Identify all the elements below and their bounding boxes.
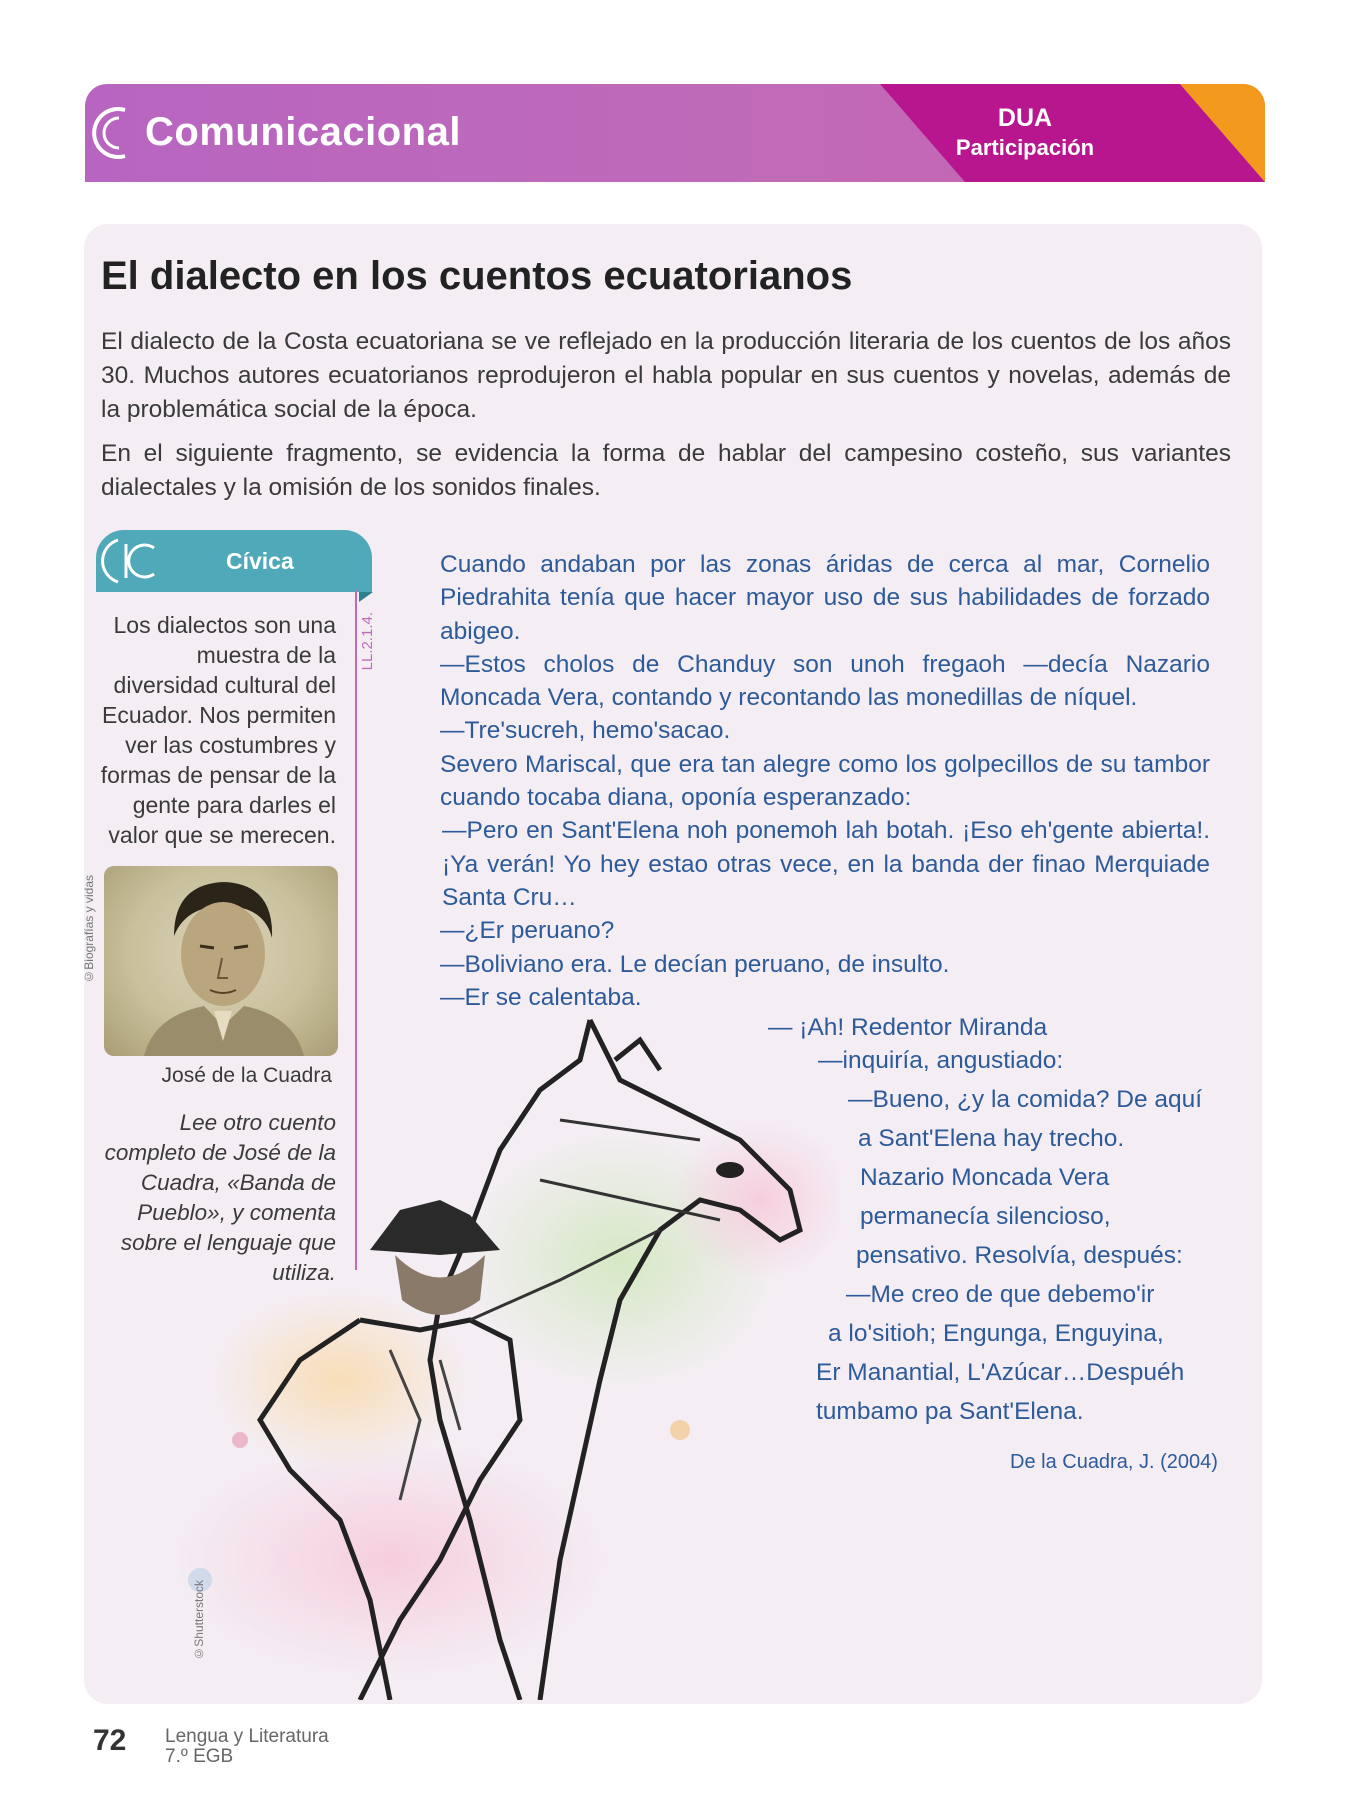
section-title: Comunicacional: [145, 110, 461, 154]
story-right-line: —inquiría, angustiado:: [818, 1047, 1064, 1074]
story-line: —¿Er peruano?: [440, 917, 615, 945]
page-number: 72: [93, 1724, 127, 1757]
illustration-credit: ©Shutterstock: [192, 1580, 206, 1661]
photo-caption: José de la Cuadra: [161, 1064, 332, 1087]
sidebar-activity: Lee otro cuento completo de José de la Cuadra, «Banda de Pueblo», y comenta sobre el lenguaje que utiliza.: [104, 1110, 336, 1285]
tab-fold: [359, 592, 373, 602]
civica-logo-icon: [96, 534, 156, 588]
story-right-line: permanecía silencioso,: [860, 1203, 1111, 1230]
sidebar-text: Los dialectos son una muestra de la diversidad cultural del Ecuador. Nos permiten ver las costumbres y formas de pensar de la gente para darles el valor que se merecen.: [100, 612, 336, 848]
story-right-line: Nazario Moncada Vera: [860, 1164, 1110, 1191]
horse-rider-illustration: [140, 1000, 840, 1700]
civica-tab: [96, 530, 372, 592]
intro-paragraph-1: El dialecto de la Costa ecuatoriana se ve reflejado en la producción literaria de los cuentos de los años 30. Muchos autores ecuatorianos reprodujeron el habla popular en sus cuentos y novelas, además de la problemática social de la época.: [101, 328, 1231, 423]
story-line: Cuando andaban por las zonas áridas de cerca al mar, Cornelio Piedrahita tenía que hacer mayor uso de sus habilidades de forzado abigeo.: [440, 551, 1210, 645]
sidebar-divider: [355, 590, 357, 1270]
footer-subject-block: [165, 1727, 329, 1767]
section-banner: [85, 84, 1265, 182]
story-line: —Er se calentaba.: [440, 983, 642, 1011]
portrait-icon: [104, 866, 338, 1056]
citation: De la Cuadra, J. (2004): [1010, 1451, 1218, 1473]
intro-paragraph-2: En el siguiente fragmento, se evidencia la forma de hablar del campesino costeño, sus variantes dialectales y la omisión de los sonidos finales.: [101, 440, 1231, 501]
story-right-line: a lo'sitioh; Engunga, Enguyina,: [828, 1320, 1164, 1347]
story-right-line: tumbamo pa Sant'Elena.: [816, 1398, 1084, 1425]
curriculum-code: LL.2.1.4.: [359, 612, 376, 671]
civica-label: Cívica: [226, 548, 294, 574]
photo-credit: ©Biografías y vidas: [82, 875, 96, 984]
story-line: —Tre'sucreh, hemo'sacao.: [440, 717, 731, 745]
story-right-line: — ¡Ah! Redentor Miranda: [768, 1014, 1048, 1041]
story-line: —Estos cholos de Chanduy son unoh fregaoh —decía Nazario Moncada Vera, contando y recontando las monedillas de níquel.: [440, 650, 1210, 712]
story-right-line: Er Manantial, L'Azúcar…Despuéh: [816, 1359, 1185, 1386]
dua-title: DUA: [997, 104, 1053, 132]
story-line: —Pero en Sant'Elena noh ponemoh lah botah. ¡Eso eh'gente abierta!. ¡Ya verán! Yo hey estao otras vece, en la banda der finao Merquiade Santa Cru…: [442, 817, 1210, 911]
footer-grade: 7.º EGB: [165, 1746, 234, 1767]
story-right-line: —Me creo de que debemo'ir: [846, 1281, 1155, 1308]
author-photo: [104, 866, 338, 1056]
story-line: —Boliviano era. Le decían peruano, de insulto.: [440, 950, 950, 978]
story-line: Severo Mariscal, que era tan alegre como los golpecillos de su tambor cuando tocaba diana, oponía esperanzado:: [440, 750, 1210, 812]
story-right-line: —Bueno, ¿y la comida? De aquí: [848, 1086, 1203, 1113]
story-right-line: pensativo. Resolvía, después:: [856, 1242, 1183, 1269]
dua-subtitle: Participación: [955, 135, 1095, 160]
dua-badge: [940, 104, 1110, 161]
story-right-line: a Sant'Elena hay trecho.: [858, 1125, 1125, 1152]
article-title: El dialecto en los cuentos ecuatorianos: [101, 254, 853, 298]
footer-subject: Lengua y Literatura: [165, 1726, 329, 1747]
story-fragment: [440, 548, 1210, 1014]
